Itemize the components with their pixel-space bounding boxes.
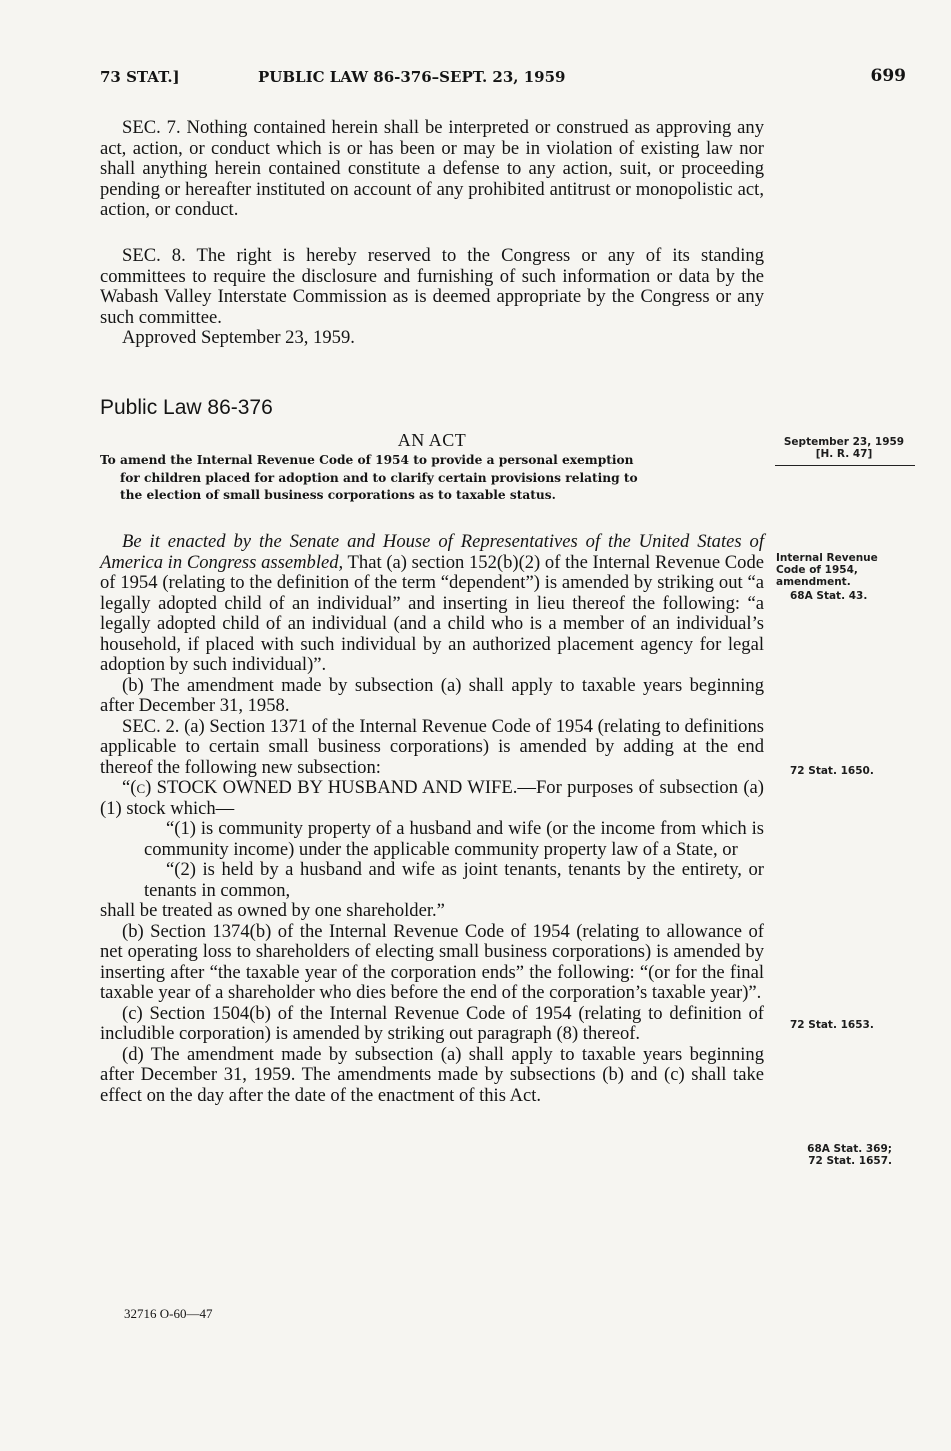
act-title: AN ACT (397, 430, 467, 450)
paragraph-2: “(2) is held by a husband and wife as joint tenants, tenants by the entirety, or tenants in common, (144, 859, 764, 901)
subsection-c (100, 778, 764, 819)
subsection-text: —For purposes of subsection (a)(1) stock which— (100, 777, 764, 819)
margin-note-stat-1650: 72 Stat. 1650. (790, 765, 874, 777)
page-number: 699 (870, 66, 906, 86)
purpose-line: To amend the Internal Revenue Code of 1954 to provide a personal exemption (100, 453, 634, 467)
paragraph-1: “(1) is community property of a husband and wife (or the income from which is community income) under the applicable community property law of a State, or (144, 818, 764, 860)
margin-line: Code of 1954, (776, 564, 858, 576)
enacting-clause (100, 532, 764, 676)
section-2c-text: (c) Section 1504(b) of the Internal Revenue Code of 1954 (relating to definition of includible corporation) is amended by striking out paragraph (8) thereof. (100, 1002, 764, 1044)
margin-line: Internal Revenue (776, 552, 878, 564)
running-head: PUBLIC LAW 86-376–SEPT. 23, 1959 (258, 68, 566, 86)
page-header (100, 68, 920, 96)
purpose-line: for children placed for adoption and to clarify certain provisions relating to (120, 470, 638, 485)
subsection-heading: “(c) STOCK OWNED BY HUSBAND AND WIFE. (122, 777, 518, 798)
public-law-title: Public Law 86-376 (100, 396, 273, 419)
section-1a-text: That (a) section 152(b)(2) of the Internal Revenue Code of 1954 (relating to the definition of the term “dependent”) is amended by striking out “a legally adopted child of an individual” and inserting in lieu thereof the following: “a legally adopted child of an individual (and a child who is a member of an individual’s household, if placed with such individual by an authorized placement agency for legal adoption by such individual)”. (100, 551, 765, 675)
margin-note-stat-369 (776, 1143, 892, 1167)
margin-line: 68A Stat. 369; (807, 1143, 892, 1155)
margin-line: 72 Stat. 1657. (808, 1155, 892, 1167)
margin-rule (775, 465, 915, 466)
margin-bill: [H. R. 47] (815, 448, 873, 460)
margin-line: amendment. (776, 576, 851, 588)
purpose-line: the election of small business corporations as to taxable status. (120, 488, 556, 502)
margin-note-irc (776, 552, 878, 602)
margin-note-stat-1653: 72 Stat. 1653. (790, 1019, 874, 1031)
statute-volume: 73 STAT.] (100, 68, 180, 86)
section-8-text: SEC. 8. The right is hereby reserved to the Congress or any of its standing committees to require the disclosure and furnishing of such information or data by the Wabash Valley Interstate Commission as is deemed appropriate by the Congress or any such committee. (100, 245, 764, 328)
section-8 (100, 246, 764, 349)
section-2d-text: (d) The amendment made by subsection (a) shall apply to taxable years beginning after December 31, 1959. The amendments made by subsections (b) and (c) shall take effect on the day after the date of the enactment of this Act. (100, 1043, 764, 1106)
section-2b-text: (b) Section 1374(b) of the Internal Revenue Code of 1954 (relating to allowance of net operating loss to shareholders of electing small business corporations) is amended by inserting after “the taxable year of the corporation ends” the following: “(or for the final taxable year of a shareholder who dies before the end of the corporation’s taxable year)”. (100, 920, 764, 1003)
section-7 (100, 118, 764, 221)
enacting-formula: Be it enacted by the Senate and House of Representatives of the United States of America in Congress assembled, (100, 531, 764, 573)
section-2a-text: SEC. 2. (a) Section 1371 of the Internal Revenue Code of 1954 (relating to definitions applicable to certain small business corporations) is amended by adding at the end thereof the following new subsection: (100, 715, 764, 778)
margin-note-date (776, 436, 912, 460)
approval-line: Approved September 23, 1959. (122, 327, 355, 348)
section-1b-text: (b) The amendment made by subsection (a) shall apply to taxable years beginning after December 31, 1958. (100, 674, 764, 716)
subsection-closing: shall be treated as owned by one shareholder.” (100, 900, 445, 921)
act-purpose (100, 452, 764, 505)
margin-date: September 23, 1959 (783, 436, 905, 448)
print-code: 32716 O-60—47 (124, 1306, 213, 1321)
section-7-text: SEC. 7. Nothing contained herein shall be interpreted or construed as approving any act, action, or conduct which is or has been or may be in violation of existing law nor shall anything herein contained constitute a defense to any action, suit, or proceeding pending or hereafter instituted on account of any prohibited antitrust or monopolistic act, action, or conduct. (100, 117, 764, 220)
act-body (100, 532, 764, 1106)
margin-line: 68A Stat. 43. (790, 590, 868, 602)
